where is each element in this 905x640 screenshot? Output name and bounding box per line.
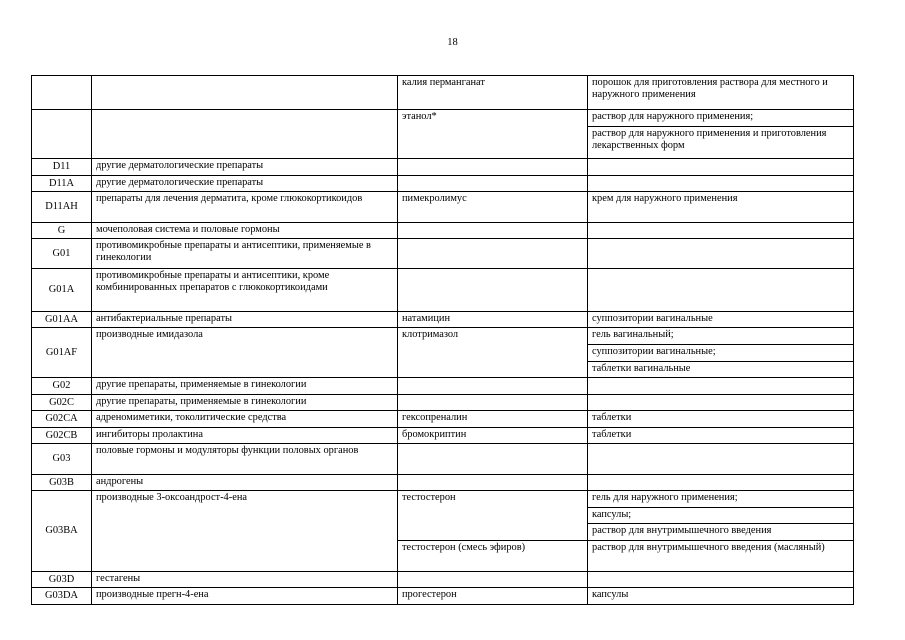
table-row: [32, 269, 854, 312]
dosage-form-cell: [588, 176, 854, 192]
drug-name-cell: [398, 269, 588, 312]
table-row: [32, 192, 854, 223]
dosage-form-cell: таблетки вагинальные: [588, 362, 854, 378]
atc-code-cell: G03DA: [32, 588, 92, 605]
drug-name-cell: [398, 572, 588, 588]
drug-name-cell: [398, 223, 588, 239]
dosage-form-cell: раствор для внутримышечного введения: [588, 524, 854, 541]
drug-name-cell: [398, 239, 588, 269]
table-row: [32, 110, 854, 127]
atc-name-cell: другие дерматологические препараты: [92, 176, 398, 192]
drug-name-cell: [398, 444, 588, 475]
table-row: [32, 395, 854, 411]
dosage-form-cell: раствор для наружного применения;: [588, 110, 854, 127]
drug-name-cell: калия перманганат: [398, 76, 588, 110]
atc-code-cell: D11AH: [32, 192, 92, 223]
atc-code-cell: [32, 76, 92, 110]
table-row: [32, 411, 854, 428]
drug-name-cell: [398, 159, 588, 176]
drug-name-cell: бромокриптин: [398, 428, 588, 444]
atc-name-cell: производные прегн-4-ена: [92, 588, 398, 605]
atc-name-cell: производные имидазола: [92, 328, 398, 378]
dosage-form-cell: таблетки: [588, 428, 854, 444]
atc-code-cell: D11: [32, 159, 92, 176]
atc-code-cell: G03: [32, 444, 92, 475]
atc-name-cell: противомикробные препараты и антисептики, кроме комбинированных препаратов с глюкокортикоидами: [92, 269, 398, 312]
table-row: [32, 475, 854, 491]
table-row: [32, 588, 854, 605]
atc-name-cell: адреномиметики, токолитические средства: [92, 411, 398, 428]
atc-code-cell: G02C: [32, 395, 92, 411]
atc-name-cell: мочеполовая система и половые гормоны: [92, 223, 398, 239]
drug-table: [31, 75, 854, 605]
table-row: [32, 312, 854, 328]
atc-name-cell: другие препараты, применяемые в гинекологии: [92, 378, 398, 395]
atc-name-cell: другие препараты, применяемые в гинекологии: [92, 395, 398, 411]
atc-name-cell: противомикробные препараты и антисептики, применяемые в гинекологии: [92, 239, 398, 269]
dosage-form-cell: [588, 444, 854, 475]
atc-code-cell: G01: [32, 239, 92, 269]
table-row: [32, 428, 854, 444]
dosage-form-cell: [588, 475, 854, 491]
table-row: [32, 159, 854, 176]
table-row: [32, 572, 854, 588]
table-row: [32, 239, 854, 269]
atc-code-cell: G01AA: [32, 312, 92, 328]
drug-name-cell: пимекролимус: [398, 192, 588, 223]
drug-name-cell: гексопреналин: [398, 411, 588, 428]
atc-name-cell: производные 3-оксоандрост-4-ена: [92, 491, 398, 572]
atc-code-cell: G03D: [32, 572, 92, 588]
atc-code-cell: G03BA: [32, 491, 92, 572]
atc-name-cell: гестагены: [92, 572, 398, 588]
dosage-form-cell: [588, 223, 854, 239]
table-row: [32, 328, 854, 345]
atc-code-cell: G02CB: [32, 428, 92, 444]
atc-name-cell: андрогены: [92, 475, 398, 491]
atc-code-cell: G02CA: [32, 411, 92, 428]
drug-name-cell: [398, 176, 588, 192]
atc-name-cell: [92, 76, 398, 110]
atc-code-cell: G01AF: [32, 328, 92, 378]
drug-name-cell: тестостерон (смесь эфиров): [398, 541, 588, 572]
dosage-form-cell: [588, 239, 854, 269]
dosage-form-cell: раствор для наружного применения и приготовления лекарственных форм: [588, 127, 854, 159]
dosage-form-cell: [588, 269, 854, 312]
dosage-form-cell: капсулы;: [588, 508, 854, 524]
drug-name-cell: прогестерон: [398, 588, 588, 605]
dosage-form-cell: гель для наружного применения;: [588, 491, 854, 508]
drug-name-cell: [398, 395, 588, 411]
table-row: [32, 378, 854, 395]
atc-name-cell: антибактериальные препараты: [92, 312, 398, 328]
drug-name-cell: [398, 475, 588, 491]
drug-name-cell: натамицин: [398, 312, 588, 328]
dosage-form-cell: таблетки: [588, 411, 854, 428]
dosage-form-cell: [588, 395, 854, 411]
atc-code-cell: G03B: [32, 475, 92, 491]
table-row: [32, 491, 854, 508]
atc-code-cell: [32, 110, 92, 159]
atc-name-cell: препараты для лечения дерматита, кроме глюкокортикоидов: [92, 192, 398, 223]
drug-name-cell: [398, 378, 588, 395]
drug-name-cell: этанол*: [398, 110, 588, 159]
dosage-form-cell: [588, 378, 854, 395]
table-row: [32, 223, 854, 239]
atc-name-cell: ингибиторы пролактина: [92, 428, 398, 444]
atc-code-cell: G01A: [32, 269, 92, 312]
drug-name-cell: тестостерон: [398, 491, 588, 541]
table-row: [32, 76, 854, 110]
drug-name-cell: клотримазол: [398, 328, 588, 378]
dosage-form-cell: капсулы: [588, 588, 854, 605]
dosage-form-cell: гель вагинальный;: [588, 328, 854, 345]
dosage-form-cell: суппозитории вагинальные: [588, 312, 854, 328]
table-row: [32, 444, 854, 475]
atc-name-cell: [92, 110, 398, 159]
atc-code-cell: G02: [32, 378, 92, 395]
atc-name-cell: другие дерматологические препараты: [92, 159, 398, 176]
page-number: 18: [447, 37, 458, 48]
atc-code-cell: D11A: [32, 176, 92, 192]
table-row: [32, 176, 854, 192]
dosage-form-cell: [588, 159, 854, 176]
atc-code-cell: G: [32, 223, 92, 239]
dosage-form-cell: суппозитории вагинальные;: [588, 345, 854, 362]
dosage-form-cell: [588, 572, 854, 588]
dosage-form-cell: крем для наружного применения: [588, 192, 854, 223]
dosage-form-cell: порошок для приготовления раствора для местного и наружного применения: [588, 76, 854, 110]
atc-name-cell: половые гормоны и модуляторы функции половых органов: [92, 444, 398, 475]
dosage-form-cell: раствор для внутримышечного введения (масляный): [588, 541, 854, 572]
